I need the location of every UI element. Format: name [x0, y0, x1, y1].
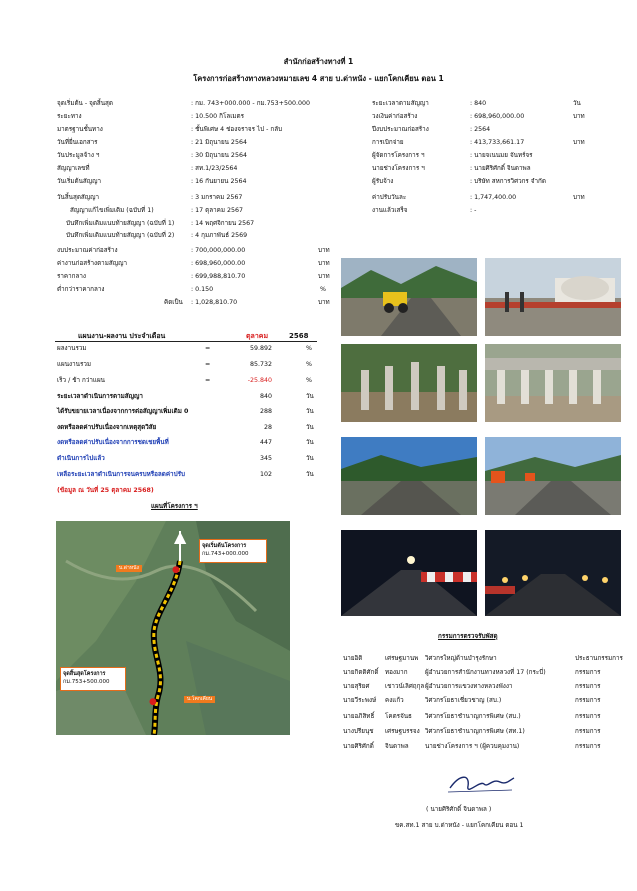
map-title: แผนที่โครงการ ฯ	[151, 503, 198, 510]
place-bottom-label: บ.โคกเคียน	[184, 696, 215, 703]
budget-label: ค่างานก่อสร้างตามสัญญา	[57, 260, 127, 267]
info-label: ค่าปรับวันละ	[372, 194, 407, 201]
member-role: กรรมการ	[575, 728, 601, 735]
end-pin-icon: ●	[149, 697, 157, 707]
info-label: นายช่างโครงการ ฯ	[372, 165, 425, 172]
end-km: กม.753+500.000	[63, 679, 110, 685]
budget-label: งบประมาณค่าก่อสร้าง	[57, 247, 118, 254]
site-photo-4	[485, 344, 621, 422]
office-title: สำนักก่อสร้างทางที่ 1	[283, 57, 354, 66]
duration-unit: วัน	[306, 408, 314, 415]
member-position: วิศวกรโยธาเชี่ยวชาญ (สบ.)	[425, 697, 502, 704]
info-unit: บาท	[573, 113, 585, 120]
info-value: : 21 มิถุนายน 2564	[191, 139, 247, 146]
info-value: : สท.1/23/2564	[191, 165, 238, 172]
duration-value: 28	[263, 424, 272, 431]
signature-image	[440, 770, 520, 800]
info-value: : 840	[470, 100, 487, 107]
duration-value: 102	[259, 471, 272, 478]
member-first-name: นายสุริยศ	[343, 683, 370, 690]
info-label: มาตรฐานชั้นทาง	[57, 126, 103, 133]
extension-value: : 4 กุมภาพันธ์ 2569	[191, 232, 248, 239]
start-km: กม.743+000.000	[202, 551, 249, 557]
budget-diff-label: คิดเป็น	[164, 299, 183, 306]
info-value: : 413,733,661.17	[470, 139, 525, 146]
info-label: การเบิกจ่าย	[372, 139, 404, 146]
budget-value: : 698,960,000.00	[191, 260, 246, 267]
site-photo-2	[485, 258, 621, 336]
site-photo-1	[341, 258, 477, 336]
budget-diff-unit: บาท	[318, 299, 330, 306]
info-value: : กม. 743+000.000 - กม.753+500.000	[191, 100, 310, 107]
progress-row-eq: =	[205, 377, 211, 384]
duration-label: งดหรือลดค่าปรับเนื่องจากการชดเชยพื้นที่	[57, 439, 169, 446]
info-value: : 16 กันยายน 2564	[191, 178, 247, 185]
budget-unit: %	[320, 286, 326, 293]
info-value: : 30 มิถุนายน 2564	[191, 152, 247, 159]
info-label: ระยะทาง	[57, 113, 82, 120]
duration-unit: วัน	[306, 439, 314, 446]
info-label: วันสิ้นสุดสัญญา	[57, 194, 100, 201]
member-last-name: ทองมาก	[385, 669, 408, 676]
signature-name: ( นายศิริศักดิ์ จินดาพล )	[426, 806, 492, 813]
info-unit: วัน	[573, 100, 581, 107]
progress-row-unit: %	[306, 377, 312, 384]
duration-unit: วัน	[306, 455, 314, 462]
progress-year: 2568	[289, 332, 309, 340]
place-top-label: บ.ด่าหนัง	[116, 565, 142, 572]
info-unit: บาท	[573, 139, 585, 146]
info-value: : 3 มกราคม 2567	[191, 194, 243, 201]
info-label: วงเงินค่าก่อสร้าง	[372, 113, 418, 120]
member-role: กรรมการ	[575, 743, 601, 750]
progress-row-unit: %	[306, 361, 312, 368]
map-end-callout	[60, 667, 126, 691]
member-first-name: นายอิติ	[343, 655, 363, 662]
member-last-name: เศรษฐบรรจง	[385, 728, 420, 735]
info-value: : ชั้นพิเศษ 4 ช่องจราจร ไป - กลับ	[191, 126, 283, 133]
member-last-name: เศรษฐมานพ	[385, 655, 419, 662]
duration-value: 288	[259, 408, 272, 415]
info-label: ผู้จัดการโครงการ ฯ	[372, 152, 425, 159]
member-first-name: นางปรียนุช	[343, 728, 374, 735]
end-label: จุดสิ้นสุดโครงการ	[63, 671, 106, 677]
duration-label: งดหรือลดค่าปรับเนื่องจากเหตุสุดวิสัย	[57, 424, 157, 431]
duration-unit: วัน	[306, 471, 314, 478]
budget-value: : 700,000,000.00	[191, 247, 246, 254]
info-value: : -	[470, 207, 477, 214]
start-label: จุดเริ่มต้นโครงการ	[202, 543, 247, 549]
progress-month: ตุลาคม	[246, 332, 269, 340]
duration-unit: วัน	[306, 424, 314, 431]
member-position: นายช่างโครงการ ฯ (ผู้ควบคุมงาน)	[425, 743, 520, 750]
duration-label: ได้รับขยายเวลาเนื่องจากการต่อสัญญาเพิ่มเติม 0	[57, 408, 189, 415]
budget-label: ต่ำกว่าราคากลาง	[57, 286, 105, 293]
member-last-name: เชาวน์เลิศฤกุล	[385, 683, 425, 690]
duration-value: 345	[259, 455, 272, 462]
info-label: ระยะเวลาตามสัญญา	[372, 100, 429, 107]
progress-row-value: 59.892	[249, 345, 272, 352]
extension-label: บันทึกเพิ่มเติมแนบท้ายสัญญา (ฉบับที่ 1)	[66, 220, 175, 227]
member-first-name: นายศิริศักดิ์	[343, 743, 374, 750]
info-label: วันเริ่มต้นสัญญา	[57, 178, 102, 185]
member-position: วิศวกรโยธาชำนาญการพิเศษ (สท.1)	[425, 728, 525, 735]
site-photo-7	[341, 530, 477, 616]
info-label: วันประมูลจ้าง ฯ	[57, 152, 100, 159]
extension-value: : 17 ตุลาคม 2567	[191, 207, 244, 214]
info-label: ปีงบประมาณก่อสร้าง	[372, 126, 429, 133]
duration-unit: วัน	[306, 393, 314, 400]
member-position: ผู้อำนวยการแขวงทางหลวงพังงา	[425, 683, 513, 690]
member-role: กรรมการ	[575, 697, 601, 704]
budget-unit: บาท	[318, 247, 330, 254]
member-role: กรรมการ	[575, 669, 601, 676]
info-value: : นายจเนนมย จันทร์จร	[470, 152, 533, 159]
duration-label: ระยะเวลาดำเนินการตามสัญญา	[57, 393, 143, 400]
info-value: : 10.500 กิโลเมตร	[191, 113, 244, 120]
member-position: วิศวกรโยธาชำนาญการพิเศษ (สบ.)	[425, 713, 521, 720]
site-photo-8	[485, 530, 621, 616]
progress-row-value: 85.732	[249, 361, 272, 368]
map-start-callout	[199, 539, 267, 563]
member-first-name: นายอภิสิทธิ์	[343, 713, 375, 720]
info-value: : บริษัท สหการวิศวกร จำกัด	[470, 178, 546, 185]
info-value: : 698,960,000.00	[470, 113, 525, 120]
budget-unit: บาท	[318, 273, 330, 280]
member-position: ผู้อำนวยการสำนักงานทางหลวงที่ 17 (กระบี่)	[425, 669, 546, 676]
progress-row-label: เร็ว / ช้า กว่าแผน	[57, 377, 105, 384]
info-label: สัญญาเลขที่	[57, 165, 90, 172]
committee-title: กรรมการตรวจรับพัสดุ	[438, 633, 498, 640]
member-position: วิศวกรใหญ่ด้านบำรุงรักษา	[425, 655, 497, 662]
member-first-name: นายกิตติศักดิ์	[343, 669, 379, 676]
north-arrow-icon: ▲	[174, 527, 187, 546]
progress-row-value: -25.840	[247, 377, 272, 384]
duration-label: เหลือระยะเวลาดำเนินการจนครบหรือลดค่าปรับ	[57, 471, 185, 478]
budget-value: : 699,988,810.70	[191, 273, 246, 280]
progress-heading: แผนงาน-ผลงาน ประจำเดือน	[78, 332, 166, 340]
start-pin-icon: ●	[172, 565, 180, 575]
member-last-name: คงแก้ว	[385, 697, 404, 704]
site-photo-3	[341, 344, 477, 422]
duration-label: ดำเนินการไปแล้ว	[57, 455, 105, 462]
site-photo-5	[341, 437, 477, 515]
signature-position: ขค.สท.1 สาย บ.ด่าหนัง - แยกโคกเคียน ตอน 1	[395, 822, 524, 829]
info-label: ผู้รับจ้าง	[372, 178, 394, 185]
budget-diff-value: : 1,028,810.70	[191, 299, 238, 306]
info-value: : 1,747,400.00	[470, 194, 517, 201]
member-role: กรรมการ	[575, 713, 601, 720]
budget-label: ราคากลาง	[57, 273, 86, 280]
member-first-name: นายวีระพงษ์	[343, 697, 377, 704]
info-label: วันที่ยื่นเอกสาร	[57, 139, 98, 146]
budget-unit: บาท	[318, 260, 330, 267]
progress-divider	[55, 341, 317, 342]
info-unit: บาท	[573, 194, 585, 201]
progress-row-unit: %	[306, 345, 312, 352]
project-title: โครงการก่อสร้างทางหลวงหมายเลข 4 สาย บ.ด่าหนัง - แยกโคกเคียน ตอน 1	[193, 74, 444, 83]
member-role: ประธานกรรมการ	[575, 655, 623, 662]
budget-value: : 0.150	[191, 286, 214, 293]
info-value: : นายศิริศักดิ์ จินดาพล	[470, 165, 531, 172]
progress-row-eq: =	[205, 361, 211, 368]
progress-row-eq: =	[205, 345, 211, 352]
info-label: จุดเริ่มต้น - จุดสิ้นสุด	[57, 100, 113, 107]
site-photo-6	[485, 437, 621, 515]
info-label: งานแล้วเสร็จ	[372, 207, 408, 214]
member-role: กรรมการ	[575, 683, 601, 690]
duration-value: 447	[259, 439, 272, 446]
progress-row-label: ผลงานรวม	[57, 345, 87, 352]
project-map	[56, 521, 290, 735]
extension-label: บันทึกเพิ่มเติมแนบท้ายสัญญา (ฉบับที่ 2)	[66, 232, 175, 239]
member-last-name: โคตรจันธ	[385, 713, 412, 720]
extension-value: : 14 พฤศจิกายน 2567	[191, 220, 255, 227]
duration-value: 840	[259, 393, 272, 400]
member-last-name: จินดาพล	[385, 743, 409, 750]
info-value: : 2564	[470, 126, 491, 133]
extension-label: สัญญาแก้ไขเพิ่มเติม (ฉบับที่ 1)	[70, 207, 154, 214]
progress-row-label: แผนงานรวม	[57, 361, 92, 368]
data-as-of-note: (ข้อมูล ณ วันที่ 25 ตุลาคม 2568)	[57, 487, 154, 494]
